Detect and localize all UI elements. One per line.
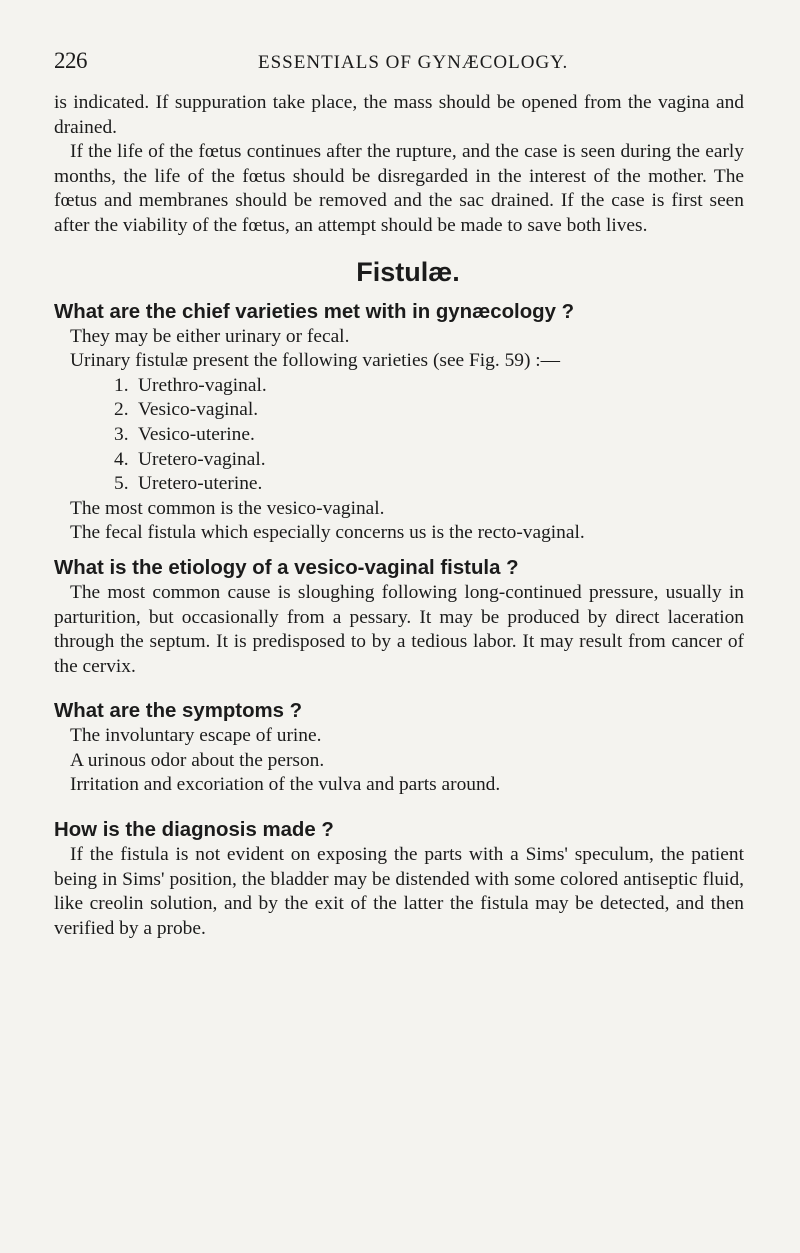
fistula-varieties-list [54, 374, 744, 497]
page-body [54, 91, 744, 941]
answer-paragraph: If the fistula is not evident on exposing the parts with a Sims' speculum, the patient being in Sims' position, the bladder may be distended with some colored antiseptic fluid, like creolin solution, and by the exit of the latter the fistula may be detected, and then verified by a probe. [54, 844, 744, 939]
section-heading-fistulae: Fistulæ. [356, 256, 460, 287]
answer-line: A urinous odor about the person. [70, 749, 325, 771]
running-head [54, 48, 754, 78]
list-item [114, 423, 744, 448]
list-item-text: Vesico-vaginal. [138, 399, 259, 421]
paragraph-continuation: is indicated. If suppuration take place, the mass should be opened from the vagina and drained. [54, 92, 744, 138]
answer-paragraph: The most common cause is sloughing following long-continued pressure, usually in parturition, but occasionally from a pessary. It may be produced by direct laceration through the septum. It is predisposed to by a tedious labor. It may result from cancer of the cervix. [54, 581, 744, 677]
running-title: ESSENTIALS OF GYNÆCOLOGY. [258, 52, 569, 73]
list-item-text: Uretero-uterine. [138, 473, 263, 495]
list-item [114, 448, 744, 473]
list-item-number: 4. [114, 448, 129, 470]
question-chief-varieties: What are the chief varieties met with in gynæcology ? [54, 300, 575, 323]
page-number: 226 [54, 48, 87, 73]
list-item [114, 398, 744, 423]
answer-line: The involuntary escape of urine. [70, 725, 322, 747]
list-item [114, 374, 744, 399]
list-item-number: 1. [114, 374, 129, 396]
answer-line: The most common is the vesico-vaginal. [70, 497, 385, 519]
answer-line: Urinary fistulæ present the following varieties (see Fig. 59) :— [70, 350, 561, 372]
answer-line: Irritation and excoriation of the vulva and parts around. [70, 774, 501, 796]
list-item-text: Urethro-vaginal. [138, 374, 267, 396]
answer-line: They may be either urinary or fecal. [70, 325, 350, 347]
question-etiology: What is the etiology of a vesico-vaginal fistula ? [54, 556, 519, 579]
answer-line: The fecal fistula which especially concerns us is the recto-vaginal. [70, 522, 585, 544]
question-symptoms: What are the symptoms ? [54, 700, 303, 723]
question-diagnosis: How is the diagnosis made ? [54, 819, 334, 842]
list-item-text: Uretero-vaginal. [138, 448, 266, 470]
list-item [114, 472, 744, 497]
list-item-text: Vesico-uterine. [138, 423, 255, 445]
list-item-number: 5. [114, 473, 129, 495]
list-item-number: 2. [114, 399, 129, 421]
list-item-number: 3. [114, 423, 129, 445]
paragraph-foetus-viability: If the life of the fœtus continues after the rupture, and the case is seen during the early months, the life of the fœtus should be disregarded in the interest of the mother. The fœtus and membranes should be removed and the sac drained. If the case is first seen after the viability of the fœtus, an attempt should be made to save both lives. [54, 141, 744, 236]
